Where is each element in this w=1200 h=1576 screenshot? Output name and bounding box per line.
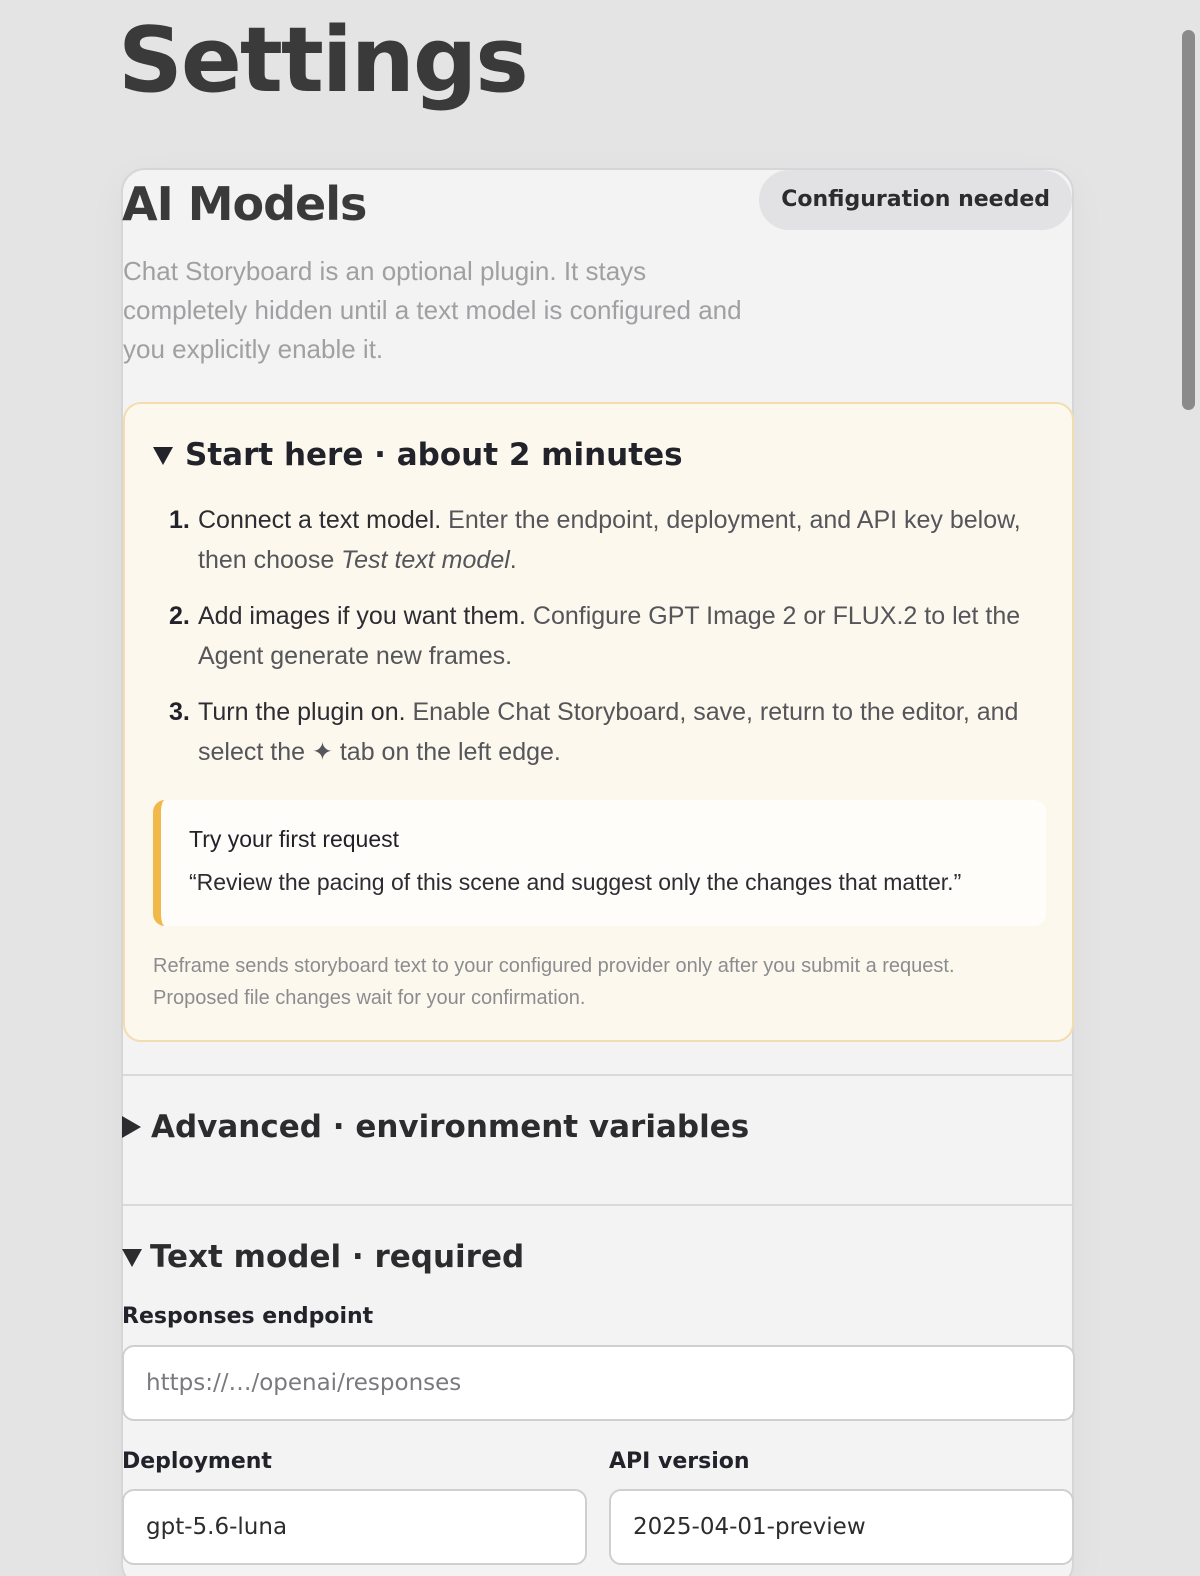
step-number: 2. bbox=[169, 602, 190, 630]
step-lead: Connect a text model. bbox=[198, 506, 442, 534]
first-request-label: Try your first request bbox=[189, 826, 400, 852]
page-title: Settings bbox=[118, 8, 527, 113]
step-text-end: . bbox=[509, 546, 517, 574]
start-steps-list bbox=[169, 500, 1049, 788]
step-item bbox=[169, 596, 1049, 676]
start-here-summary-label: Start here · about 2 minutes bbox=[185, 437, 683, 473]
deployment-input[interactable] bbox=[122, 1489, 587, 1565]
disclosure-open-icon bbox=[153, 447, 173, 465]
text-model-summary[interactable] bbox=[122, 1236, 524, 1278]
text-model-label: Text model · required bbox=[150, 1239, 525, 1275]
step-item bbox=[169, 692, 1049, 772]
step-text: Enter the endpoint, deployment, and API key below, then choose bbox=[198, 506, 1021, 574]
api-version-input[interactable] bbox=[609, 1489, 1074, 1565]
first-request-callout bbox=[153, 800, 1046, 926]
step-number: 3. bbox=[169, 698, 190, 726]
endpoint-input[interactable] bbox=[122, 1345, 1075, 1421]
step-text: Enable Chat Storyboard, save, return to the editor, and select the ✦ tab on the left edge. bbox=[198, 698, 1019, 766]
disclosure-closed-icon bbox=[122, 1116, 141, 1138]
step-lead: Add images if you want them. bbox=[198, 602, 526, 630]
ai-models-title: AI Models bbox=[122, 177, 367, 231]
deployment-label: Deployment bbox=[122, 1449, 272, 1474]
scrollbar-thumb[interactable] bbox=[1182, 30, 1195, 410]
step-emphasis: Test text model bbox=[341, 546, 510, 574]
status-badge: Configuration needed bbox=[759, 170, 1072, 230]
step-item bbox=[169, 500, 1049, 580]
start-here-summary[interactable] bbox=[153, 434, 683, 476]
advanced-env-label: Advanced · environment variables bbox=[151, 1109, 750, 1145]
start-here-panel bbox=[123, 402, 1074, 1042]
section-divider bbox=[123, 1204, 1074, 1206]
step-number: 1. bbox=[169, 506, 190, 534]
api-version-label: API version bbox=[609, 1449, 750, 1474]
ai-models-card bbox=[121, 168, 1074, 1576]
step-text: Configure GPT Image 2 or FLUX.2 to let the Agent generate new frames. bbox=[198, 602, 1021, 670]
disclosure-open-icon bbox=[122, 1249, 142, 1267]
ai-models-description: Chat Storyboard is an optional plugin. It stays completely hidden until a text model is configured and you explicitly enable it. bbox=[123, 256, 742, 364]
section-divider bbox=[123, 1074, 1074, 1076]
first-request-example: “Review the pacing of this scene and suggest only the changes that matter.” bbox=[189, 869, 962, 895]
privacy-note: Reframe sends storyboard text to your configured provider only after you submit a request. Proposed file changes wait for your confirmation. bbox=[153, 955, 955, 1009]
advanced-env-summary[interactable] bbox=[122, 1106, 749, 1148]
step-lead: Turn the plugin on. bbox=[198, 698, 406, 726]
endpoint-label: Responses endpoint bbox=[122, 1304, 374, 1329]
